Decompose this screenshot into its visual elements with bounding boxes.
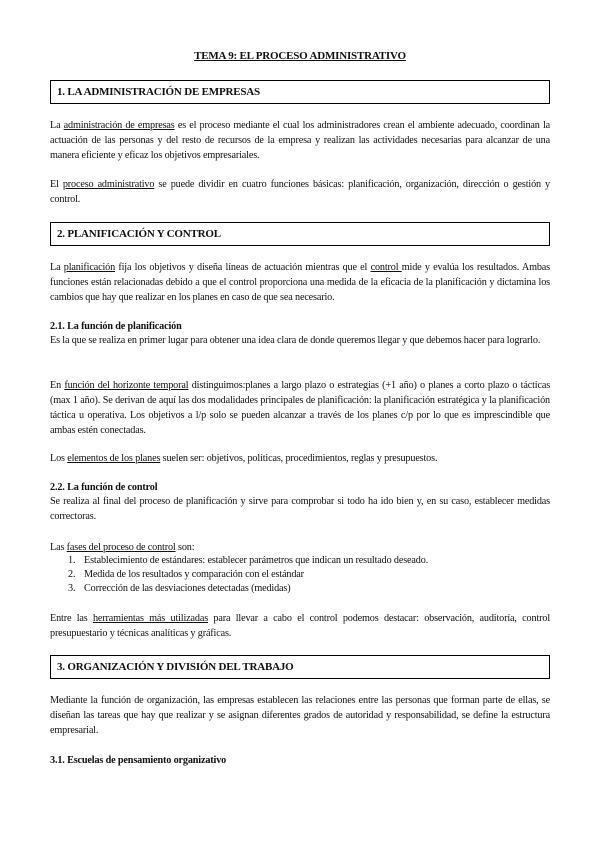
term-control: control <box>370 262 402 273</box>
section-3-paragraph-1: Mediante la función de organización, las empresas establecen las relaciones entre las personas que forman parte de ellas, se diseñan las tareas que hay que realizar y se asignan diferentes grados de autoridad y responsabilidad, se define la estructura empresarial. <box>50 695 550 736</box>
subsection-2-2-heading: 2.2. La función de control <box>50 482 158 493</box>
control-phases-list <box>50 554 550 596</box>
subsection-2-2-paragraph-3: Entre las herramientas más utilizadas para llevar a cabo el control podemos destacar: observación, auditoría, control presupuestario y técnicas analíticas y gráficas. <box>50 613 550 639</box>
term-planificacion: planificación <box>63 262 116 273</box>
page-title: TEMA 9: EL PROCESO ADMINISTRATIVO <box>194 50 406 62</box>
section-1-paragraph-1: La administración de empresas es el proceso mediante el cual los administradores crean el ambiente adecuado, coordinan la actuación de las personas y del resto de recursos de la empresa y realizan las actividades necesarias para alcanzar de una manera eficiente y eficaz los objetivos empresariales. <box>50 120 550 161</box>
subsection-2-1-heading: 2.1. La función de planificación <box>50 321 182 332</box>
subsection-2-1-paragraph-2: En función del horizonte temporal distinguimos:planes a largo plazo o estrategias (+1 año) o planes a corto plazo o tácticas (max 1 año). Se derivan de aquí las dos modalidades principales de planificación: la planificación estratégica y la planificación táctica u operativa. Los objetivos a l/p solo se pueden alcanzar a través de los planes c/p por lo que es imprescindible que ambas estén conectadas. <box>50 380 551 436</box>
term-herramientas: herramientas más utilizadas <box>92 613 209 624</box>
list-item: 2. Medida de los resultados y comparación con el estándar <box>68 569 304 580</box>
subsection-2-1-paragraph-3: Los elementos de los planes suelen ser: objetivos, políticas, procedimientos, reglas y presupuestos. <box>50 453 438 464</box>
term-horizonte-temporal: función del horizonte temporal <box>64 380 189 391</box>
term-elementos-planes: elementos de los planes <box>67 453 161 464</box>
term-fases-control: fases del proceso de control <box>66 542 176 553</box>
subsection-2-1-paragraph-1: Es la que se realiza en primer lugar para obtener una idea clara de donde queremos llegar y que debemos hacer para lograrlo. <box>50 335 541 346</box>
section-2-paragraph-1: La planificación fija los objetivos y diseña líneas de actuación mientras que el control mide y evalúa los resultados. Ambas funciones están relacionadas debido a que el control proporciona una medida de la eficacia de la planificación y dictamina los cambios que hay que realizar en los planes en caso de que sea necesario. <box>50 262 550 303</box>
section-3-heading: 3. ORGANIZACIÓN Y DIVISIÓN DEL TRABAJO <box>50 655 550 679</box>
term-proceso-administrativo: proceso administrativo <box>62 179 155 190</box>
subsection-2-2-paragraph-2: Las fases del proceso de control son: <box>50 542 195 553</box>
section-2-heading: 2. PLANIFICACIÓN Y CONTROL <box>50 222 550 246</box>
term-administracion: administración de empresas <box>63 120 175 131</box>
section-1-heading: 1. LA ADMINISTRACIÓN DE EMPRESAS <box>50 80 550 104</box>
section-1-paragraph-2: El proceso administrativo se puede dividir en cuatro funciones básicas: planificación, organización, dirección o gestión y control. <box>50 179 551 205</box>
subsection-3-1-heading: 3.1. Escuelas de pensamiento organizativo <box>50 755 227 766</box>
list-item: 1. Establecimiento de estándares: establecer parámetros que indican un resultado deseado. <box>68 555 429 566</box>
subsection-2-2-paragraph-1: Se realiza al final del proceso de planificación y sirve para comprobar si todo ha ido bien y, en su caso, establecer medidas correctoras. <box>50 496 550 522</box>
list-item: 3. Corrección de las desviaciones detectadas (medidas) <box>68 583 291 594</box>
